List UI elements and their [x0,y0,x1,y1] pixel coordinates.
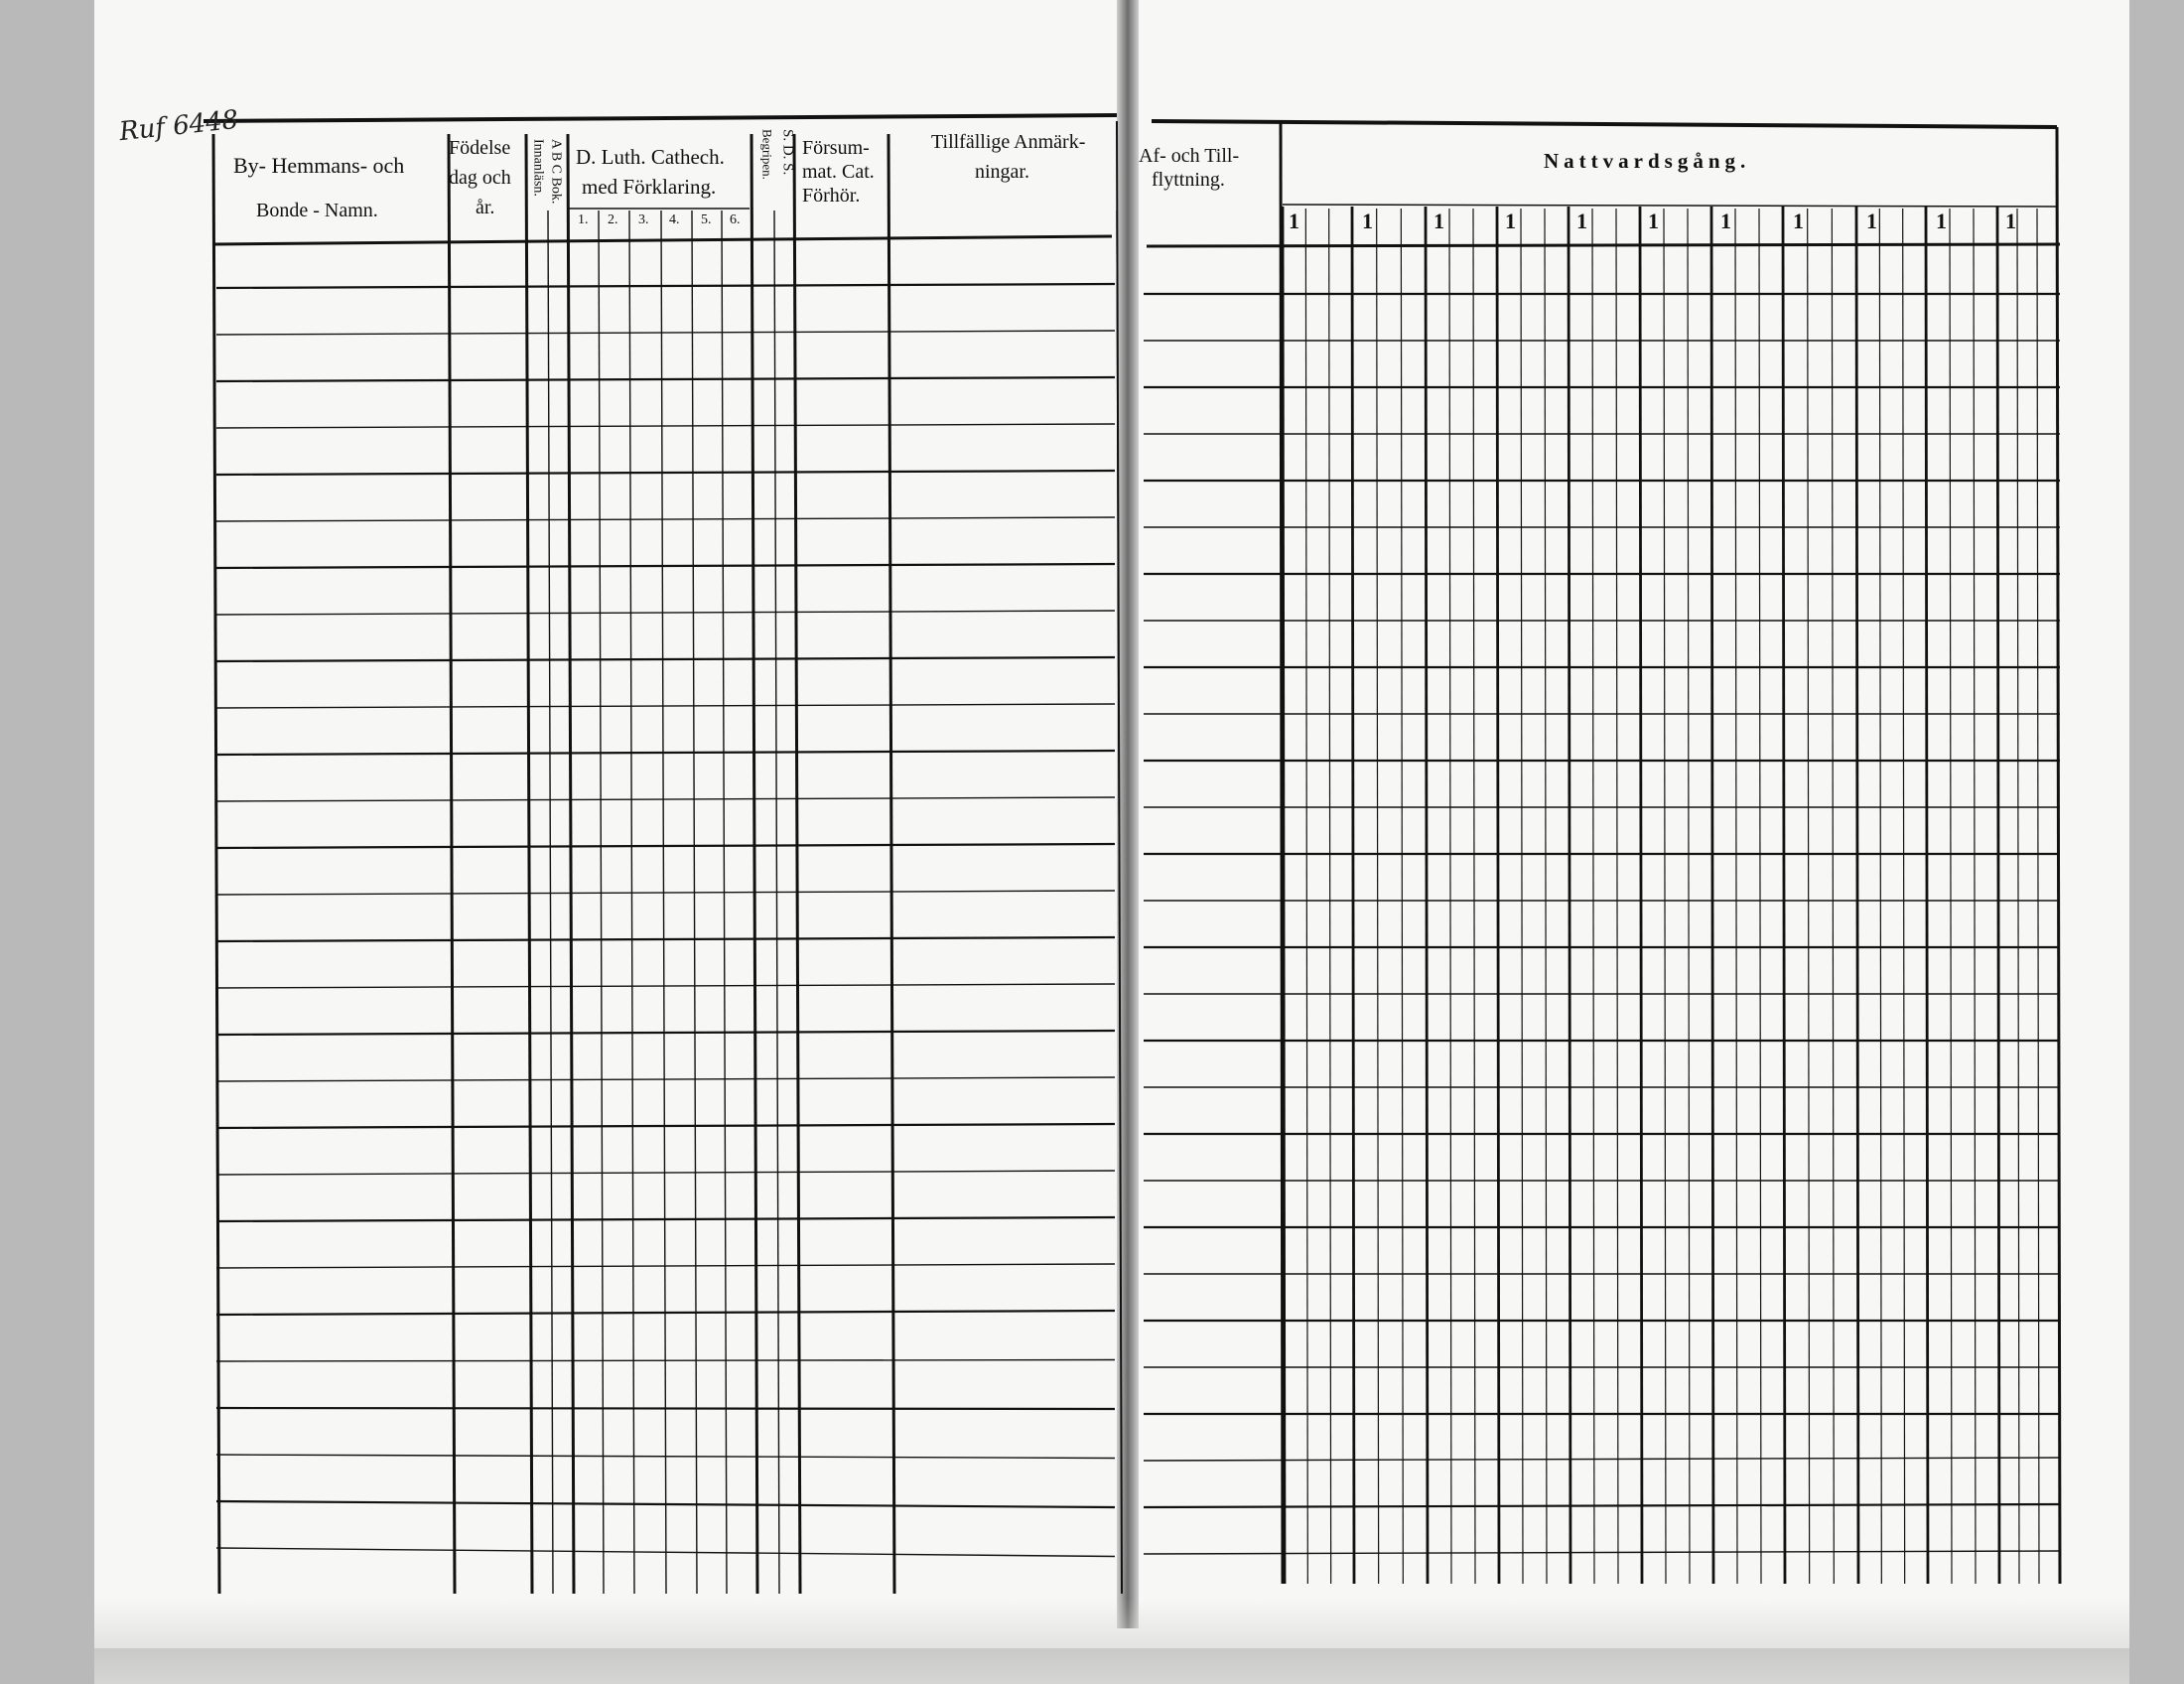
nattvard-sub-rule-1b [1401,209,1403,1584]
left-sub-rule-4 [692,210,697,1594]
left-page-grid [204,115,1122,1594]
header-luth-line2: med Förklaring. [582,175,717,199]
left-row-rule-0 [216,284,1115,288]
left-col-rule-4 [751,134,757,1594]
nattvard-sub-6: 1 [1648,209,1659,233]
left-row-rule-15 [216,984,1115,988]
luth-sub-3: 3. [638,212,649,227]
nattvard-group-rule-2 [1426,207,1428,1584]
left-sub-rule-2 [629,210,634,1594]
left-row-rule-17 [216,1077,1115,1081]
nattvard-sub-9: 1 [1866,209,1877,233]
top-rule-right [1152,121,2057,127]
nattvard-group-rule-5 [1640,207,1642,1584]
header-fodelse-line3: år. [476,197,495,218]
left-row-rule-5 [216,517,1115,521]
left-row-rule-11 [216,797,1115,801]
left-row-rule-23 [216,1360,1115,1362]
nattvard-sub-rule-1a [1377,209,1379,1584]
nattvard-sub-2: 1 [1362,209,1373,233]
nattvard-sub-rule-4a [1592,209,1594,1584]
nattvard-sub-rule-8b [1903,209,1905,1584]
nattvard-group-rule-9 [1926,207,1928,1584]
nattvard-sub-1: 1 [1289,209,1299,233]
nattvard-sub-10: 1 [1936,209,1947,233]
nattvard-sub-5: 1 [1576,209,1587,233]
header-nattvardsgang: Nattvardsgång. [1544,149,1751,173]
left-row-rule-20 [216,1217,1115,1221]
nattvard-sub-rule-9a [1950,209,1952,1584]
left-row-rule-19 [216,1171,1115,1175]
left-sub-rule-3 [661,210,666,1594]
header-abc-line1: A B C Bok. [548,139,564,205]
nattvard-sub-8: 1 [1793,209,1804,233]
nattvard-sub-rule-7a [1808,209,1810,1584]
header-sds-line1: S. D. S. [779,129,796,176]
right-row-rule-27 [1144,1551,2060,1554]
luth-sub-6: 6. [730,212,741,227]
nattvard-sub-11: 1 [2005,209,2016,233]
nattvard-group-rule-7 [1783,207,1785,1584]
nattvard-sub-rule-2a [1449,209,1451,1584]
header-abc-line2: Innanläsn. [530,139,546,197]
header-by-hemmans-line2: Bonde - Namn. [256,200,378,221]
luth-sub-4: 4. [669,212,680,227]
left-row-rule-3 [216,424,1115,428]
left-edge-rule [1117,121,1122,1594]
left-sub-rule-0 [548,210,553,1594]
header-tillfallige-line1: Tillfällige Anmärk- [931,131,1086,153]
nattvard-sub-rule-7b [1832,209,1834,1584]
header-forsum-line1: Försum- [802,137,870,159]
left-row-rule-13 [216,891,1115,895]
header-af-line1: Af- och Till- [1139,145,1240,167]
nattvard-sub-rule-8a [1879,209,1881,1584]
nattvard-sub-rule-4b [1616,209,1618,1584]
left-row-rule-14 [216,937,1115,941]
nattvard-sub-3: 1 [1433,209,1444,233]
nattvard-group-rule-8 [1856,207,1858,1584]
left-col-rule-1 [449,134,455,1594]
nattvard-sub-rule-0b [1329,209,1331,1584]
left-sub-rule-6 [774,210,779,1594]
left-row-rule-4 [216,471,1115,475]
header-by-hemmans-line1: By- Hemmans- och [233,153,405,178]
nattvard-group-rule-6 [1711,207,1713,1584]
nattvard-sub-rule-0a [1305,209,1307,1584]
left-col-rule-5 [794,134,800,1594]
luth-sub-1: 1. [578,212,589,227]
left-col-rule-3 [568,134,574,1594]
archive-signature: Ruf 6448 [117,104,240,148]
nattvard-sub-rule-3a [1521,209,1523,1584]
left-sub-rule-1 [599,210,604,1594]
nattvard-sub-rule-9b [1974,209,1976,1584]
luth-sub-2: 2. [608,212,618,227]
left-row-rule-6 [216,564,1115,568]
header-tillfallige-line2: ningar. [975,161,1029,183]
header-luth-line1: D. Luth. Cathech. [576,145,725,169]
left-row-rule-7 [216,611,1115,615]
nattvard-group-rule-0 [1283,207,1285,1584]
nattvard-sub-rule-6a [1735,209,1737,1584]
header-bottom-rule [213,236,1112,244]
left-col-rule-6 [888,134,894,1594]
nattvard-sub-rule-last-a [2017,209,2019,1584]
left-row-rule-12 [216,844,1115,848]
nattvard-group-rule-1 [1352,207,1354,1584]
nattvard-group-rule-3 [1497,207,1499,1584]
top-rule [204,115,1117,121]
nattvard-group-rule-10 [1997,207,1999,1584]
header-af-line2: flyttning. [1152,169,1225,191]
left-row-rule-24 [216,1408,1115,1409]
nattvard-group-rule-4 [1569,207,1570,1584]
left-sub-rule-5 [722,210,727,1594]
left-row-rule-1 [216,331,1115,335]
left-row-rule-9 [216,704,1115,708]
header-fodelse-line1: Födelse [449,137,511,159]
right-page-grid [1144,121,2060,1584]
left-col-rule-2 [526,134,532,1594]
nattvard-sub-7: 1 [1720,209,1731,233]
nattvard-sub-rule-2b [1473,209,1475,1584]
header-forsum-line2: mat. Cat. [802,161,875,183]
left-row-rule-18 [216,1124,1115,1128]
nattvard-sub-rule [1283,205,2057,207]
left-col-rule-0 [213,134,219,1594]
nattvard-sub-rule-3b [1545,209,1547,1584]
header-sds-line2: Begripen. [759,129,775,180]
header-forsum-line3: Förhör. [802,185,861,207]
nattvard-sub-4: 1 [1505,209,1516,233]
nattvard-sub-rule-5a [1664,209,1666,1584]
header-fodelse-line2: dag och [449,167,511,189]
left-row-rule-2 [216,377,1115,381]
nattvard-sub-rule-5b [1688,209,1690,1584]
nattvard-sub-rule-6b [1759,209,1761,1584]
luth-sub-5: 5. [701,212,712,227]
left-row-rule-16 [216,1031,1115,1035]
left-row-rule-8 [216,657,1115,661]
left-row-rule-10 [216,751,1115,755]
right-edge-rule [2057,127,2060,1584]
page-bottom-shadow [94,1599,2129,1684]
nattvard-sub-rule-last-b [2037,209,2039,1584]
